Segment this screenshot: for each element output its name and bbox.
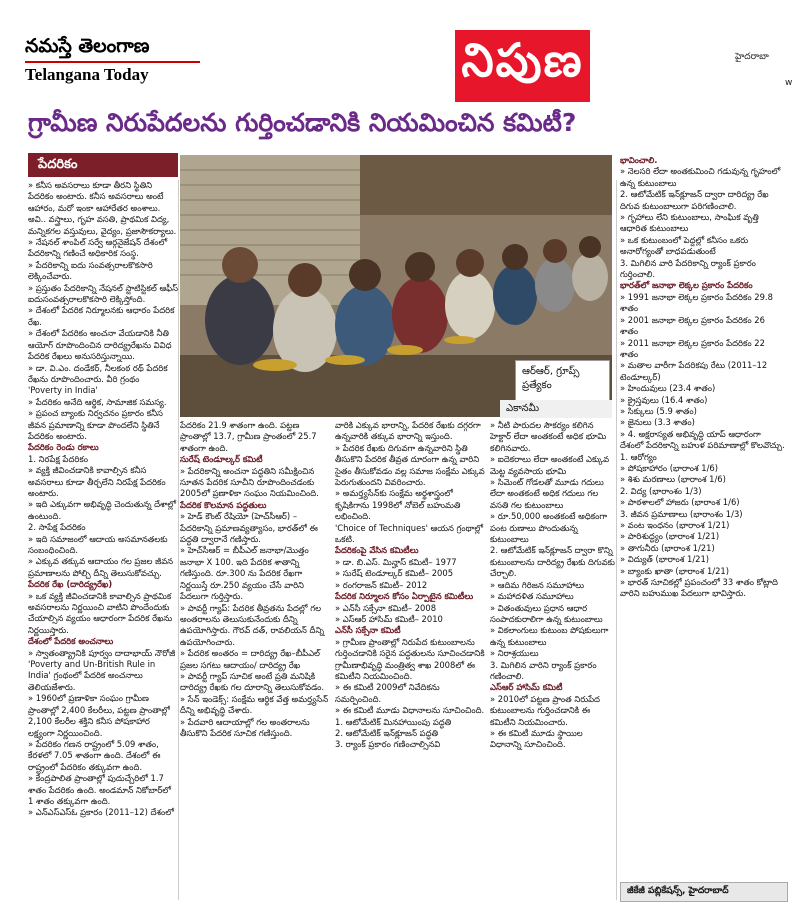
column-paragraph: » ఒక కుటుంబంలో పెద్దల్లో కనీసం ఒకరు అనారోగ్యంతో బాధపడుతుంటే	[620, 234, 749, 257]
column-paragraph: 2. ఆటోమేటిక్‌ ఇన్‌క్లూజన్‌ ద్వారా కొన్ని కుటుంబాలను దారిద్య్ర రేఖకు దిగువకు చేర్చాలి.	[490, 545, 615, 579]
column-paragraph: » సేన్‌ ఇండెక్స్‌: సంక్షేమ ఆర్థిక వేత్త అమర్త్యసేన్‌ దీన్ని అభివృద్ధి చేశారు.	[180, 693, 329, 716]
column-paragraph: » పేదరికాన్ని ఐదు సంవత్సరాలకొకసారి లెక్కించేవారు.	[28, 259, 153, 282]
column-divider	[616, 180, 617, 900]
masthead-divider	[25, 61, 200, 63]
column-paragraph: » మహాదళిత సమూహాలు	[490, 591, 574, 602]
masthead-english: Telangana Today	[25, 65, 149, 84]
column-paragraph: » ఇది సమాజంలో ఆదాయ అసమానతలకు సంబంధించింది.	[28, 533, 168, 555]
column-paragraph: » పేదవారి ఆదాయాల్లో గల అంతరాలను తీసుకొని పేదరిక సూచిక గణిస్తుంది.	[180, 716, 310, 738]
column-paragraph: » కనీస అవసరాలు కూడా తీరని స్థితిని పేదరికం అంటారు. కనీస అవసరాలు అంటే ఆహారం, మరో ఇంకా ఆహారేతర అంశాలు. అవి.. వస్త్రాలు, గృహ వసతి, ప్రాథమిక విద్య, మన్నికగల వస్తువులు, వైద్యం, ప్రజాసౌకర్యాలు.	[28, 180, 177, 236]
column-paragraph: » పేదరికం అనేది ఆర్థిక, సామాజిక సమస్య.	[28, 396, 167, 407]
column-paragraph: 'Choice of Techniques' ఆయన గ్రంథాల్లో ఒకటి.	[335, 522, 484, 545]
column-paragraph: » నిరాశ్రయులు	[490, 648, 539, 659]
column-paragraph: 3. ర్యాంక్‌ ప్రకారం గణించాల్సినవి	[335, 739, 441, 750]
column-paragraph: » వ్యక్తి జీవించడానికి కావాల్సిన కనీస అవసరాలు కూడా తీర్చలేని నిరపేక్ష పేదరికం అంటారు.	[28, 465, 166, 498]
column-paragraph: » పేదరిక రేఖకు దిగువగా ఉన్నవారిని స్థితి తీసుకొని పేదరిక తీవ్రత దూరంగా ఉన్న వారిని సైతం తీసుకోవడం వల్ల సమాజ సంక్షేమ ఎక్కువ పెరుగుతుందని వివరించారు.	[335, 442, 485, 488]
column-paragraph: భారత్‌లో జనాభా లెక్కల ప్రకారం పేదరికం	[620, 280, 753, 291]
column-paragraph: పేదరికంపై వేసిన కమిటీలు	[335, 545, 419, 556]
column-paragraph: » ఎన్‌ఎస్‌ఎస్‌ఓ ప్రకారం (2011–12) దేశంలో	[28, 807, 174, 818]
column-paragraph: పేదరికం 21.9 శాతంగా ఉంది. పట్టణ ప్రాంతాల్లో 13.7, గ్రామీణ ప్రాంతంలో 25.7 శాతంగా ఉంది.	[180, 420, 317, 453]
section-label: పేదరికం	[28, 153, 178, 177]
text-column-4	[490, 420, 615, 900]
column-paragraph: 1. ఆటోమేటిక్‌ మినహాయింపు పద్ధతి	[335, 716, 452, 727]
newspaper-masthead	[25, 35, 200, 95]
column-paragraph: » సురేష్‌ టెండూల్కర్‌ కమిటీ– 2005	[335, 568, 454, 579]
column-paragraph: » హెడ్‌ కౌంట్‌ రేషియో (హెచ్‌సీఆర్‌) – పేదరికాన్ని ప్రమాణవ్యత్యాసం, భారత్‌లో ఈ పద్ధతి ద్వారానే గణిస్తారు.	[180, 511, 318, 545]
column-paragraph: » వంట ఇంధనం (భారాంశ 1/21)	[620, 520, 730, 530]
column-paragraph: » ప్రస్తుతం పేదరికాన్ని నేషనల్‌ స్టాటిస్టికల్‌ ఆఫీస్‌ ఐదుసంవత్సరాలకొకసారి లెక్కిస్తోంది.	[28, 282, 178, 305]
column-paragraph: » క్రైస్తవులు (16.4 శాతం)	[620, 394, 708, 405]
column-paragraph: పేదరిక రేఖ (దారిద్య్రరేఖ)	[28, 579, 113, 590]
photo-caption-category: ఎకానమీ	[500, 400, 612, 418]
text-column-2	[180, 420, 330, 900]
column-paragraph: 2. ఆటోమేటిక్‌ ఇన్‌క్లూజన్‌ ద్వారా దారిద్య్ర రేఖ దిగువ కుటుంబాలుగా పరిగణించాలి.	[620, 189, 769, 211]
column-paragraph: » పావర్టీ గ్యాప్‌ సూచిక అంటే ప్రతి మనిషికి దారిద్య్ర రేఖకు గల దూరాన్ని తెలుసుకోవడం.	[180, 670, 325, 693]
column-paragraph: » మతాల వారీగా పేదరికపు రేటు (2011–12 టెండూల్కర్‌)	[620, 360, 768, 382]
column-paragraph: » కేంద్రపాలిత ప్రాంతాల్లో పుదుచ్చేరిలో 1.7 శాతం పేదరికం ఉంది. అండమాన్‌ నికోబార్‌లో 1 శాతం తక్కువగా ఉంది.	[28, 773, 171, 806]
column-paragraph: » సిమెంట్‌ గోడలతో మూడు గదులు లేదా అంతకంటే అధిక గదులు గల వసతి గల కుటుంబాలు	[490, 477, 604, 510]
column-paragraph: » 4. అక్షరాస్యత అభివృద్ధి యాప్‌ ఆధారంగా దేశంలో పేదరికాన్ని బహుళ పరిమాణాల్లో కొలవొచ్చు.	[620, 428, 785, 451]
column-paragraph: 'Poverty in India'	[28, 385, 98, 396]
column-paragraph: 3. జీవన ప్రమాణాలు (భారాంశం 1/3)	[620, 508, 743, 519]
column-paragraph: » జైనులు (3.3 శాతం)	[620, 417, 695, 428]
column-paragraph: వారికి ఎక్కువ భారాన్ని, పేదరిక రేఖకు దగ్గరగా ఉన్నవారికి తక్కువ భారాన్ని ఇస్తుంది.	[335, 420, 481, 442]
column-paragraph: » డా. బి.ఎస్‌. మిన్హాస్‌ కమిటీ– 1977	[335, 556, 457, 567]
column-paragraph: ఎన్‌సీ సక్సేనా కమిటీ	[335, 625, 401, 636]
column-paragraph: » సిక్కులు (5.9 శాతం)	[620, 405, 697, 416]
column-paragraph: » ఐదెకరాలు లేదా అంతకంటే ఎక్కువ మెట్ట వ్యవసాయ భూమి	[490, 454, 610, 476]
column-paragraph: » ఎక్కువ తక్కువ ఆదాయం గల ప్రజల జీవన ప్రమాణాలను పోల్చి దీన్ని తెలుసుకోవచ్చు.	[28, 556, 174, 578]
column-paragraph: » హెచ్‌సీఆర్‌ = బీపీఎల్‌ జనాభా/మొత్తం జనాభా X 100. ఇది పేదరిక శాతాన్ని గణిస్తుంది. రూ.300 ను పేదరిక రేఖగా నిర్ణయిస్తే రూ.250 వ్యయం చేసే వారిని పేదలుగా గుర్తిస్తారు.	[180, 545, 309, 602]
nipuna-logo: నిపుణ	[455, 30, 590, 102]
column-paragraph: » 2011 జనాభా లెక్కల ప్రకారం పేదరికం 22 శాతం	[620, 337, 765, 359]
column-paragraph: » వితంతువులు ప్రధాన ఆధార సంపాదకురాలిగా ఉన్న కుటుంబాలు	[490, 602, 603, 624]
column-paragraph: 3. మిగిలిన వారి పేదరికాన్ని ర్యాంక్‌ ప్రకారం గుర్తించాలి.	[620, 257, 756, 280]
column-paragraph: » పేదరికాన్ని అంచనా పద్ధతిని సమీక్షించిన సూతన పేదరిక సూచీని రూపొందించడంకు 2005లో ప్రణాళికా సంఘం నియమించింది.	[180, 465, 319, 499]
column-paragraph: » రూ.50,000 అంతకంటే అధికంగా పంట రుణాలు పొందుతున్న కుటుంబాలు	[490, 511, 608, 545]
column-paragraph: 2. విద్య (భారాంశం 1/3)	[620, 485, 702, 496]
column-paragraph: 2. సాపేక్ష పేదరికం	[28, 522, 86, 533]
column-paragraph: 1. నిరపేక్ష పేదరికం	[28, 453, 88, 464]
column-paragraph: » పావర్టీ గ్యాప్‌: పేదరిక తీవ్రతను పేదల్లో గల అంతరాలను తెలుసుకునేందుకు దీన్ని ఉపయోగిస్తారు. గౌరవ్‌ దత్‌, రావలియన్‌ దీన్ని ఉపయోగించారు.	[180, 602, 325, 647]
column-paragraph: » నీటి పారుదల సౌకర్యం కలిగిన హెక్టార్‌ లేదా అంతకంటే అధిక భూమి కలిగినవారు.	[490, 420, 607, 453]
column-paragraph: » ఈ కమిటీ 2009లో నివేదికను సమర్పించింది.	[335, 682, 440, 704]
column-paragraph: » శిశు మరణాలు (భారాంశ 1/6)	[620, 474, 726, 485]
photo-caption-author: ఆర్‌ఆర్‌, గ్రూప్స్‌ ప్రత్యేకం	[515, 360, 610, 415]
column-paragraph: » ప్రపంచ బ్యాంకు నిర్వచనం ప్రకారం కనీస జీవన ప్రమాణాన్ని కూడా పొందలేని స్థితినే పేదరికం అంటారు.	[28, 408, 163, 441]
masthead-telugu: నమస్తే తెలంగాణ	[25, 35, 150, 57]
column-paragraph: పేదరిక నిర్మూలన కోసం ఏర్పాటైన కమిటీలు	[335, 591, 474, 602]
column-paragraph: » 2001 జనాభా లెక్కల ప్రకారం పేదరికం 26 శాతం	[620, 314, 765, 337]
publisher-footer: జీకేజీ పబ్లికేషన్స్‌, హైదరాబాద్‌	[620, 882, 788, 902]
column-paragraph: » బ్యాంకు ఖాతా (భారాంశ 1/21)	[620, 565, 730, 576]
column-paragraph: » ఒక వ్యక్తి జీవించడానికి కావాల్సిన ప్రాథమిక అవసరాలను నిర్ణయించి వాటిని పొందేందుకు చేయాల్సిన వ్యయం ఆధారంగా పేదరిక రేఖను నిర్ణయిస్తారు.	[28, 590, 173, 635]
column-paragraph: » హిందువులు (23.4 శాతం)	[620, 383, 716, 394]
column-paragraph: » గ్రామీణ ప్రాంతాల్లో నిరుపేద కుటుంబాలను గుర్తించడానికి సరైన పద్ధతులను సూచించడానికి గ్రామీణాభివృద్ధి మంత్రిత్వ శాఖ 2008లో ఈ కమిటీని నియమించింది.	[335, 636, 485, 681]
column-paragraph: పేదరిక కొలమాన పద్ధతులు	[180, 499, 267, 510]
text-column-1	[28, 180, 178, 900]
column-paragraph: » గృహాలు లేని కుటుంబాలు, సాంఘిక వృత్తి ఆధారిత కుటుంబాలు	[620, 212, 759, 234]
column-paragraph: » నేషనల్‌ శాంపిల్‌ సర్వే ఆర్గనైజేషన్‌ దేశంలో పేదరికాన్ని గణించే అధికారిక సంస్థ.	[28, 237, 168, 259]
column-paragraph: » పోషకాహారం (భారాంశ 1/6)	[620, 462, 718, 473]
column-paragraph: 1. ఆరోగ్యం	[620, 451, 657, 462]
column-paragraph: » పేదరికం గణన రాష్ట్రంలో 5.09 శాతం, కేరళలో 7.05 శాతంగా ఉంది. దేశంలో ఈ రాష్ట్రంలో పేదరికం తక్కువగా ఉంది.	[28, 738, 161, 772]
column-paragraph: » తాగునీరు (భారాంశ 1/21)	[620, 542, 715, 553]
column-paragraph: » ఎస్‌ఆర్‌ హాసిమ్‌ కమిటీ– 2010	[335, 613, 443, 624]
column-paragraph: » దేశంలో పేదరిక నిర్మూలనకు ఆధారం పేదరిక రేఖ.	[28, 305, 175, 327]
column-paragraph: భావించాలి.	[620, 155, 658, 165]
column-paragraph: » ఈ కమిటీ మూడు విధానాలను సూచించింది.	[335, 705, 485, 716]
column-paragraph: » ఈ కమిటీ మూడు స్థాయిల విధానాన్ని సూచించింది.	[490, 727, 583, 750]
column-paragraph: » అమర్త్యసేన్‌కు సంక్షేమ అర్థశాస్త్రంలో కృషికిగాను 1998లో నోబెల్‌ బహుమతి లభించింది.	[335, 488, 461, 522]
column-paragraph: » పారిశుద్ధ్యం (భారాంశ 1/21)	[620, 531, 720, 542]
column-paragraph: » స్వాతంత్య్రానికి పూర్వం దాదాభాయ్‌ నౌరోజీ 'Poverty and Un-British Rule in India' గ్రంథంలో పేదరిక అంచనాలు తెలియజేశారు.	[28, 647, 176, 692]
column-paragraph: » 1960లో ప్రణాళికా సంఘం గ్రామీణ ప్రాంతాల్లో 2,400 కేలరీలు, పట్టణ ప్రాంతాల్లో 2,100 కేలరీల శక్తిని కనీస పోషకాహార లక్ష్యంగా నిర్ణయించింది.	[28, 693, 170, 738]
column-paragraph: » విద్యుత్‌ (భారాంశ 1/21)	[620, 554, 710, 565]
column-paragraph: » భారత్‌ సూచికల్లో ప్రపంచంలో 33 శాతం కోట్లాది వారిని బహుముఖ పేదలుగా భావిస్తారు.	[620, 577, 778, 599]
column-paragraph: 2. ఆటోమేటిక్‌ ఇన్‌క్లూజన్‌ పద్ధతి	[335, 727, 439, 738]
column-paragraph: » వికలాంగులు కుటుంబ పోషకులుగా ఉన్న కుటుంబాలు	[490, 625, 609, 647]
text-column-3	[335, 420, 485, 900]
column-paragraph: » ఆదిమ గిరిజన సమూహాలు	[490, 579, 584, 590]
article-title: గ్రామీణ నిరుపేదలను గుర్తించడానికి నియమించిన కమిటీ?	[28, 108, 577, 137]
page-header	[0, 0, 800, 100]
column-paragraph: » ఇది ఎక్కువగా అభివృద్ధి చెందుతున్న దేశాల్లో ఉంటుంది.	[28, 499, 177, 521]
column-paragraph: » 1991 జనాభా లెక్కల ప్రకారం పేదరికం 29.8 శాతం	[620, 291, 773, 314]
column-paragraph: » దేశంలో పేదరికం అంచనా వేయడానికి నీతి ఆయోగ్‌ రూపొందించిన దారిద్య్రరేఖను వివిధ పేదరిక రేఖలు అనుసరిస్తున్నాయి.	[28, 328, 172, 362]
column-paragraph: ఎస్‌ఆర్‌ హాసిమ్‌ కమిటీ	[490, 682, 563, 693]
column-paragraph: » డా. వి.ఎం. దండేకర్‌, నీలకంఠ రథ్‌ పేదరిక రేఖను రూపొందించారు. వీరి గ్రంథం	[28, 362, 168, 384]
header-city: హైదరాబా	[735, 52, 769, 62]
header-extra: w	[785, 78, 793, 88]
text-column-5	[620, 155, 785, 875]
column-paragraph: సురేష్‌ టెండూల్కర్‌ కమిటీ	[180, 454, 263, 465]
column-paragraph: దేశంలో పేదరిక అంచనాలు	[28, 636, 114, 647]
column-paragraph: » పేదరిక అంతరం = దారిద్య్ర రేఖ–బీపీఎల్‌ ప్రజల సగటు ఆదాయం/ దారిద్య్ర రేఖ	[180, 648, 320, 670]
column-paragraph: » పాఠశాలలో హాజరు (భారాంశ 1/6)	[620, 497, 740, 508]
column-paragraph: » ఎన్‌సీ సక్సేనా కమిటీ– 2008	[335, 602, 437, 613]
column-paragraph: 3. మిగిలిన వారిని ర్యాంక్‌ ప్రకారం గణించాలి.	[490, 659, 597, 681]
column-paragraph: పేదరికం రెండు రకాలు	[28, 442, 99, 453]
column-divider	[178, 180, 179, 900]
column-paragraph: » రంగరాజన్‌ కమిటీ– 2012	[335, 579, 428, 590]
column-paragraph: » 2010లో పట్టణ ప్రాంత నిరుపేద కుటుంబాలను గుర్తించడానికి ఈ కమిటీని నియమించారు.	[490, 693, 600, 727]
column-paragraph: » నెలసరి లేదా అంతకుమించి గడువున్న గృహంలో ఉన్న కుటుంబాలు	[620, 166, 781, 188]
